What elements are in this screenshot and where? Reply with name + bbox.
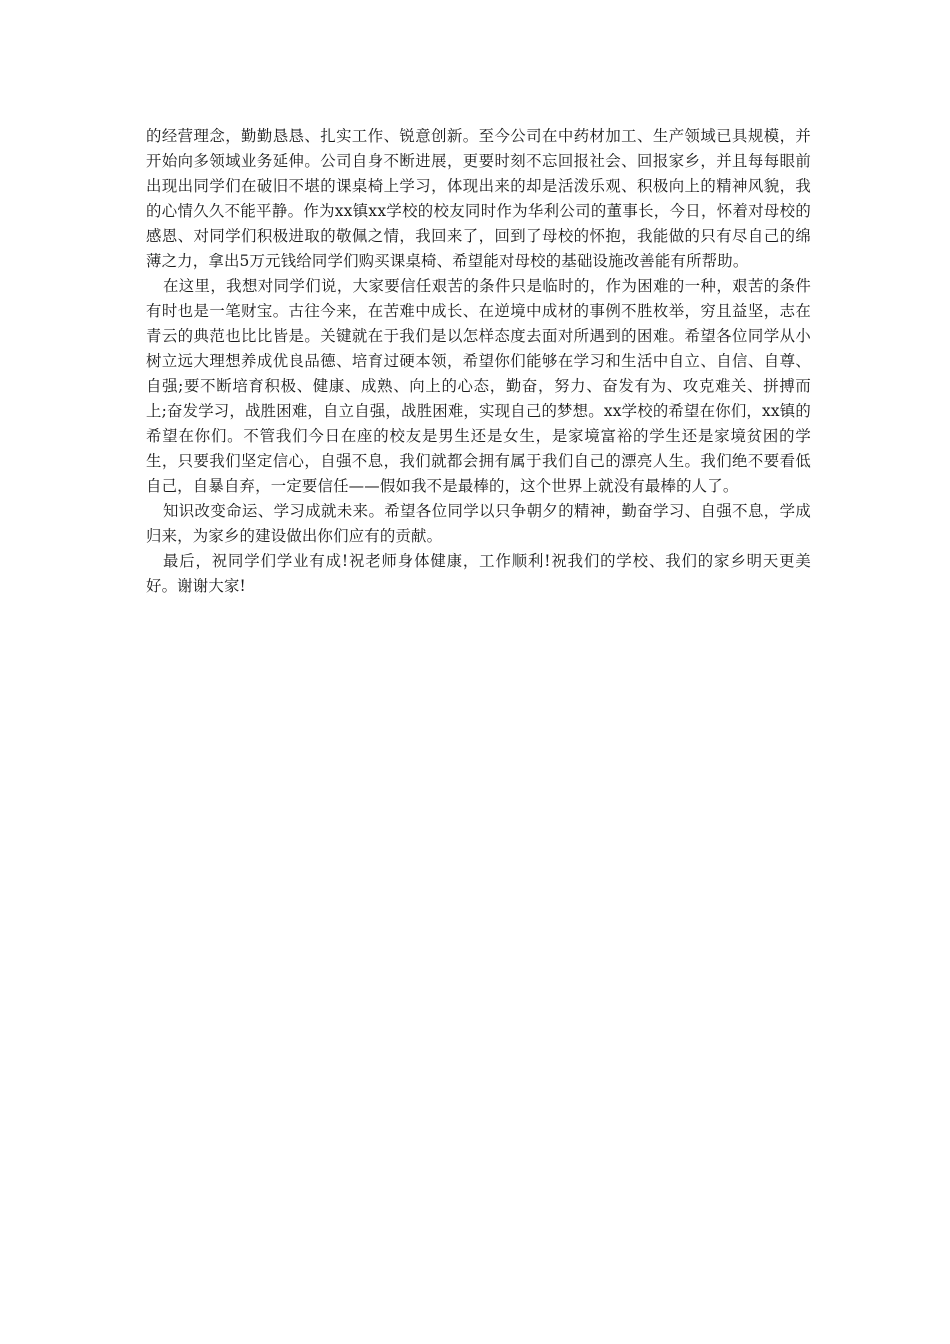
- paragraph-closing: 最后，祝同学们学业有成!祝老师身体健康，工作顺利!祝我们的学校、我们的家乡明天更美好。谢谢大家!: [146, 552, 811, 595]
- paragraph-knowledge: 知识改变命运、学习成就未来。希望各位同学以只争朝夕的精神，勤奋学习、自强不息，学成归来，为家乡的建设做出你们应有的贡献。: [146, 502, 811, 545]
- paragraph-encouragement: 在这里，我想对同学们说，大家要信任艰苦的条件只是临时的，作为困难的一种，艰苦的条件有时也是一笔财宝。古往今来，在苦难中成长、在逆境中成材的事例不胜枚举，穷且益坚，志在青云的典范也比比皆是。关键就在于我们是以怎样态度去面对所遇到的困难。希望各位同学从小树立远大理想养成优良品德、培育过硬本领，希望你们能够在学习和生活中自立、自信、自尊、自强;要不断培育积极、健康、成熟、向上的心态，勤奋，努力、奋发有为、攻克难关、拼搏而上;奋发学习，战胜困难，自立自强，战胜困难，实现自己的梦想。xx学校的希望在你们，xx镇的希望在你们。不管我们今日在座的校友是男生还是女生，是家境富裕的学生还是家境贫困的学生，只要我们坚定信心，自强不息，我们就都会拥有属于我们自己的漂亮人生。我们绝不要看低自己，自暴自弃，一定要信任——假如我不是最棒的，这个世界上就没有最棒的人了。: [146, 277, 811, 495]
- paragraph-continued: 的经营理念，勤勤恳恳、扎实工作、锐意创新。至今公司在中药材加工、生产领域已具规模，并开始向多领域业务延伸。公司自身不断进展，更要时刻不忘回报社会、回报家乡，并且每每眼前出现出同学们在破旧不堪的课桌椅上学习，体现出来的却是活泼乐观、积极向上的精神风貌，我的心情久久不能平静。作为xx镇xx学校的校友同时作为华利公司的董事长，今日，怀着对母校的感恩、对同学们积极进取的敬佩之情，我回来了，回到了母校的怀抱，我能做的只有尽自己的绵薄之力，拿出5万元钱给同学们购买课桌椅、希望能对母校的基础设施改善能有所帮助。: [146, 127, 811, 270]
- document-body: [146, 124, 811, 599]
